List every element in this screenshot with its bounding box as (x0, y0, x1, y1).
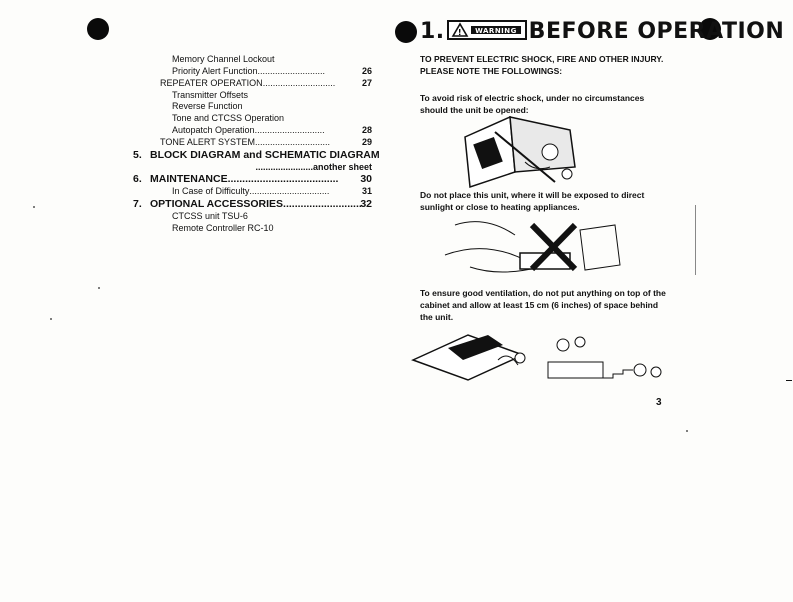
toc-line: In Case of Difficulty................................ 31 (172, 186, 372, 196)
intro-text: TO PREVENT ELECTRIC SHOCK, FIRE AND OTHER INJURY. PLEASE NOTE THE FOLLOWINGS: (420, 54, 664, 76)
heat-warning-illustration (440, 215, 630, 277)
toc-line: Transmitter Offsets (172, 90, 249, 100)
toc-line: CTCSS unit TSU-6 (172, 211, 248, 221)
toc-line: Memory Channel Lockout (172, 54, 275, 64)
margin-line (695, 205, 696, 275)
toc-line: .......................another sheet (255, 162, 372, 172)
toc-line: 5. BLOCK DIAGRAM and SCHEMATIC DIAGRAM (133, 149, 380, 161)
paragraph-3: To ensure good ventilation, do not put anything on top of the cabinet and allow at least 15 cm (6 inches) of space behind the unit. (420, 288, 666, 322)
toc-line: 7. OPTIONAL ACCESSORIES........................... 32 (133, 198, 372, 210)
paragraph-1: To avoid risk of electric shock, under no circumstances should the unit be opened: (420, 93, 645, 115)
open-unit-illustration (455, 112, 585, 192)
toc-line: Priority Alert Function........................... 26 (172, 66, 372, 76)
speck (50, 318, 52, 320)
before-operation-section (420, 0, 785, 602)
toc-line: Autopatch Operation............................ 28 (172, 125, 372, 135)
paragraph-2: Do not place this unit, where it will be exposed to direct sunlight or close to heating appliances. (420, 190, 645, 212)
table-of-contents (0, 0, 380, 260)
toc-line: 6. MAINTENANCE...................................... 30 (133, 173, 372, 185)
speck (98, 287, 100, 289)
section-heading: 1. ! WARNING BEFORE OPERATION (420, 19, 785, 44)
warning-label-text: WARNING (474, 27, 517, 35)
warning-label-box (447, 20, 527, 40)
ventilation-illustration (408, 330, 668, 390)
toc-line: Remote Controller RC-10 (172, 223, 274, 233)
toc-line: REPEATER OPERATION............................. 27 (160, 78, 372, 88)
svg-text:!: ! (457, 28, 462, 37)
toc-line: Reverse Function (172, 101, 243, 111)
binder-hole-center (395, 21, 417, 43)
page-number: 3 (656, 397, 662, 408)
toc-line: Tone and CTCSS Operation (172, 113, 285, 123)
speck (686, 430, 688, 432)
edge-mark (786, 380, 792, 381)
toc-line: TONE ALERT SYSTEM.............................. 29 (160, 137, 372, 147)
